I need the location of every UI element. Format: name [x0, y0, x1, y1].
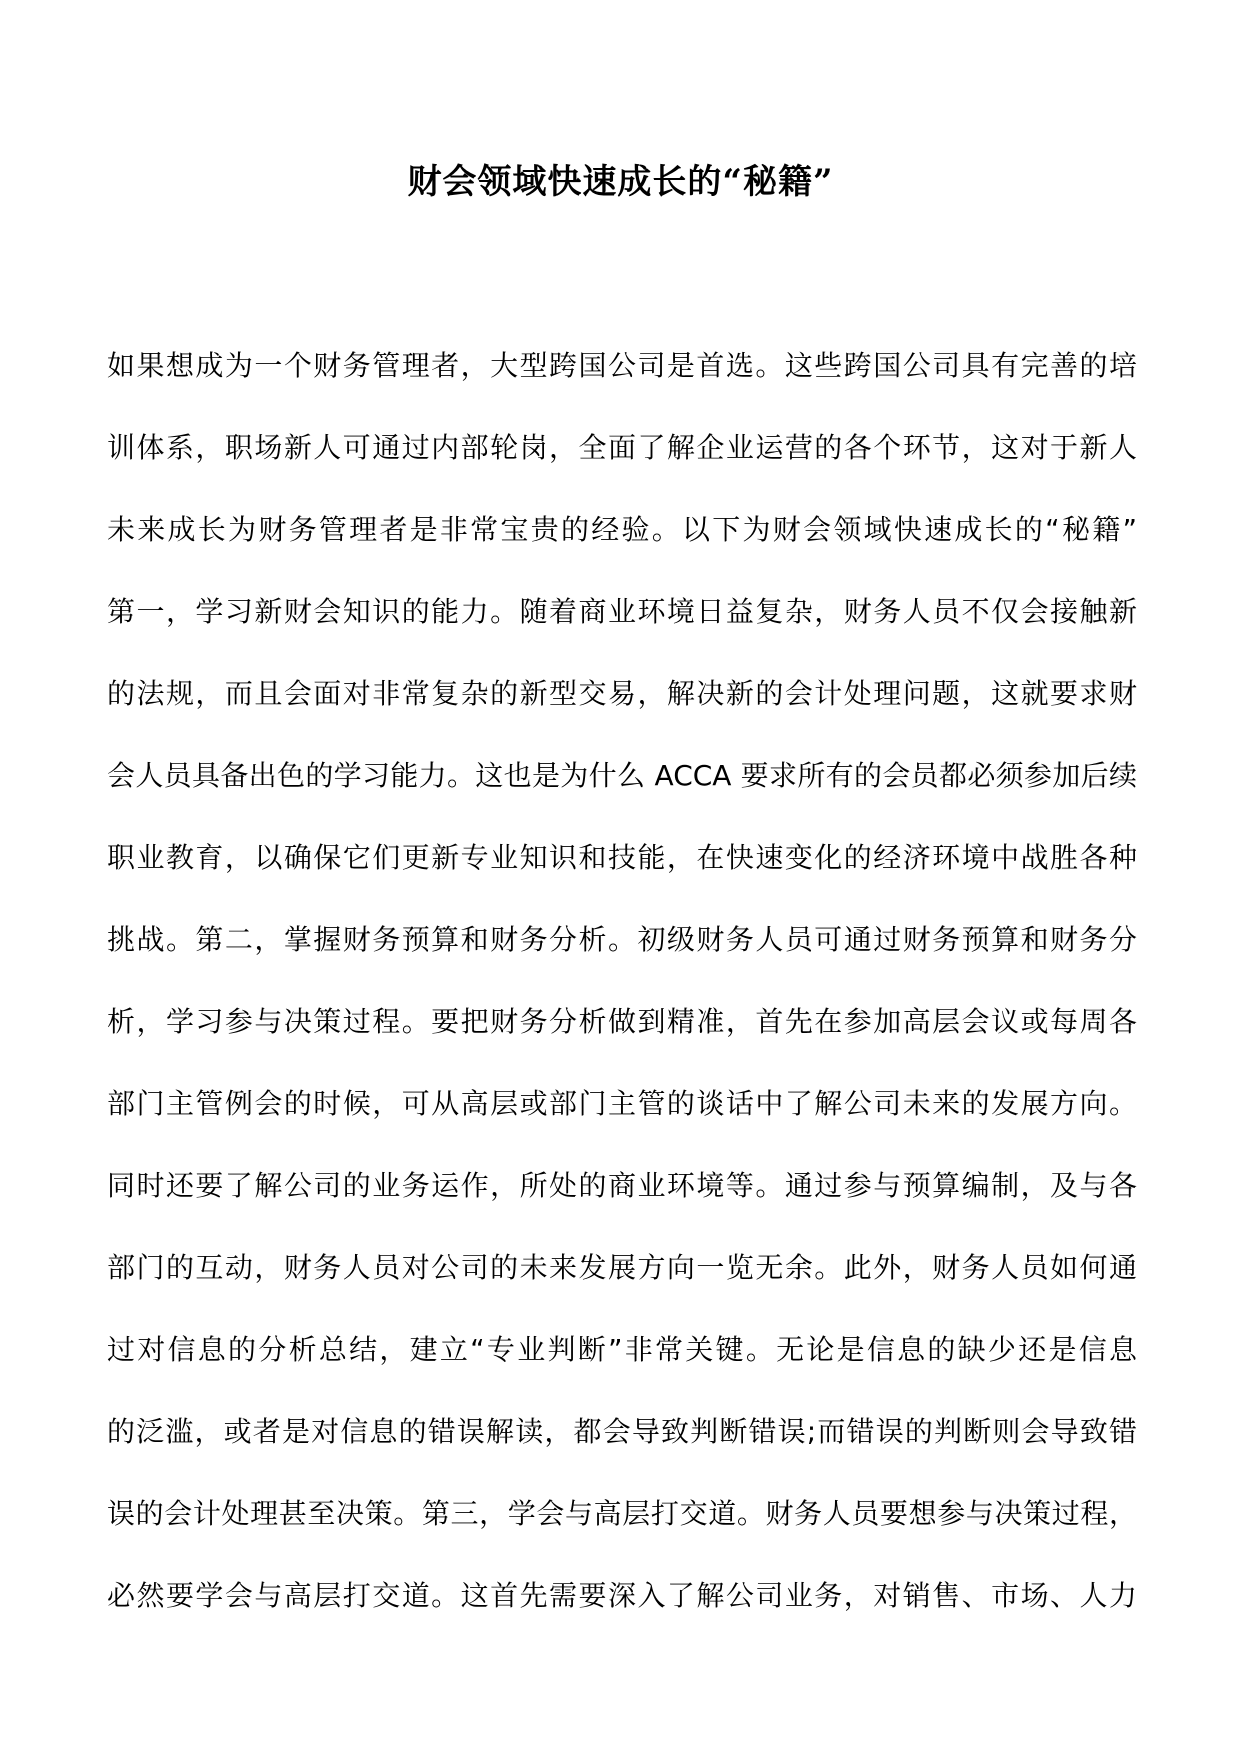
body-line: 训体系，职场新人可通过内部轮岗，全面了解企业运营的各个环节，这对于新人 — [107, 431, 1137, 464]
body-line: 第一，学习新财会知识的能力。随着商业环境日益复杂，财务人员不仅会接触新 — [107, 595, 1137, 628]
body-line: 挑战。第二，掌握财务预算和财务分析。初级财务人员可通过财务预算和财务分 — [107, 923, 1137, 956]
body-line: 同时还要了解公司的业务运作，所处的商业环境等。通过参与预算编制，及与各 — [107, 1169, 1137, 1202]
body-line: 析，学习参与决策过程。要把财务分析做到精准，首先在参加高层会议或每周各 — [107, 1005, 1137, 1038]
body-line: 职业教育，以确保它们更新专业知识和技能，在快速变化的经济环境中战胜各种 — [107, 841, 1137, 874]
body-line: 部门的互动，财务人员对公司的未来发展方向一览无余。此外，财务人员如何通 — [107, 1251, 1137, 1284]
body-text — [107, 342, 1137, 1654]
body-line: 如果想成为一个财务管理者，大型跨国公司是首选。这些跨国公司具有完善的培 — [107, 349, 1137, 382]
body-line: 的泛滥，或者是对信息的错误解读，都会导致判断错误;而错误的判断则会导致错 — [107, 1415, 1137, 1448]
body-line: 的法规，而且会面对非常复杂的新型交易，解决新的会计处理问题，这就要求财 — [107, 677, 1137, 710]
body-line: 会人员具备出色的学习能力。这也是为什么 ACCA 要求所有的会员都必须参加后续 — [107, 759, 1137, 792]
body-line: 部门主管例会的时候，可从高层或部门主管的谈话中了解公司未来的发展方向。 — [107, 1087, 1137, 1120]
body-line: 未来成长为财务管理者是非常宝贵的经验。以下为财会领域快速成长的“秘籍” — [107, 513, 1137, 546]
body-line: 必然要学会与高层打交道。这首先需要深入了解公司业务，对销售、市场、人力 — [107, 1579, 1137, 1612]
document-title: 财会领域快速成长的“秘籍” — [407, 162, 834, 202]
body-line: 过对信息的分析总结，建立“专业判断”非常关键。无论是信息的缺少还是信息 — [107, 1333, 1137, 1366]
body-line: 误的会计处理甚至决策。第三，学会与高层打交道。财务人员要想参与决策过程， — [107, 1497, 1137, 1530]
